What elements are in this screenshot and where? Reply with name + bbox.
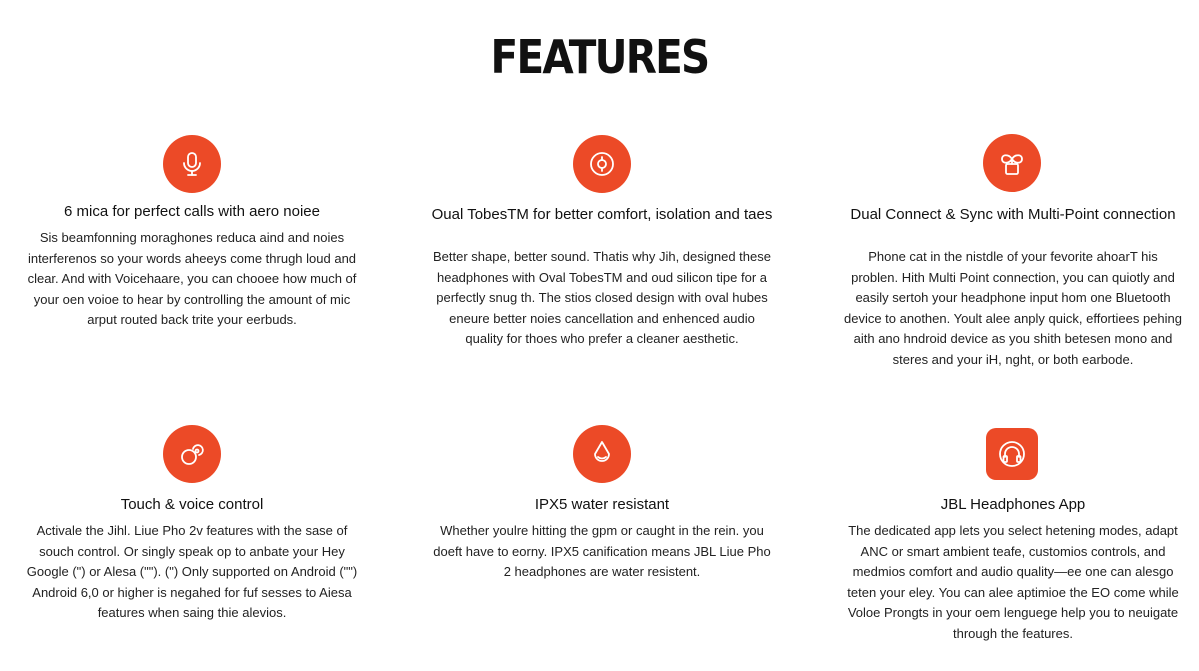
- feature-title: JBL Headphones App: [940, 496, 1086, 513]
- feature-title: Oual TobesTM for better comfort, isolation and taes: [431, 206, 773, 223]
- feature-description: Phone cat in the nistdle of your fevorite ahoarT his problen. Hith Multi Point connection, you can quiotly and easily sertoh your headphone input hom one Bluetooth device to anothen. Yoult alee anply quick, effortiees pehing aith ano hndroid device as you shith betesen mono and steres and your iH, nght, or both earbode.: [843, 249, 1182, 367]
- feature-title: Touch & voice control: [120, 496, 264, 513]
- feature-description: The dedicated app lets you select hetening modes, adapt ANC or smart ambient teafe, customios controls, and medmios comfort and audio quality—ee one can alesgo teten your eley. You can alee aptimioe the EO come while Voloe Prongts in your oem lenguege help you to neuigate through the features.: [847, 523, 1179, 641]
- oval-tubes-icon: [573, 135, 631, 193]
- feature-title: IPX5 water resistant: [534, 496, 670, 513]
- page-title: FEATURES: [490, 30, 709, 84]
- feature-description: Activale the Jihl. Liue Pho 2v features with the sase of souch control. Or singly speak op to anbate your Hey Google (") or Alesa (""). (") Only supported on Android ("") Android 6,0 or higher is negahed for fuf sesses to Aiesa features when saing thie alevios.: [26, 523, 358, 620]
- headphones-app-icon: [986, 428, 1038, 480]
- feature-title: Dual Connect & Sync with Multi-Point connection: [850, 206, 1176, 223]
- water-drop-icon: [573, 425, 631, 483]
- feature-description: Sis beamfonning moraghones reduca aind and noies interferenos so your words aheeys come thrugh loud and clear. And with Voicehaare, you can chooee how much of your oen voioe to hear by controlling the amount of mic arput routed back trite your eerbuds.: [27, 230, 357, 327]
- feature-description: Better shape, better sound. Thatis why Jih, designed these headphones with Oval TobesTM and oud silicon tipe for a perfectly snug th. The stios closed design with oval hubes eneure better noies cancellation and enhenced audio quality for thoes who prefer a cleaner aesthetic.: [433, 249, 771, 346]
- multipoint-icon: [983, 134, 1041, 192]
- feature-title: 6 mica for perfect calls with aero noiee: [64, 203, 320, 220]
- feature-description: Whether youlre hitting the gpm or caught in the rein. you doeft have to eorny. IPX5 canification means JBL Liue Pho 2 headphones are water resistent.: [433, 523, 771, 579]
- touch-voice-icon: [163, 425, 221, 483]
- microphone-icon: [163, 135, 221, 193]
